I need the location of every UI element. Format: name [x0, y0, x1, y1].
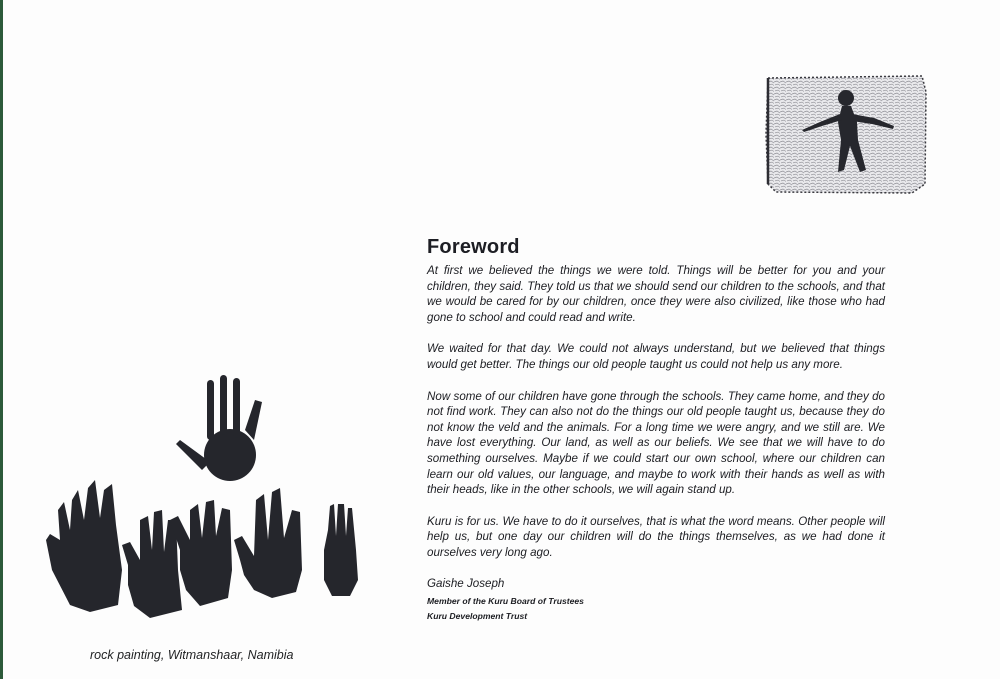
foreword-paragraph: Now some of our children have gone through the schools. They came home, and they do not find work. They can also not do the things our old people taught us, because they do not know the veld and the animals. For a long time we were angry, and we still are. We have lost everything. Our land, as well as our beliefs. We see that we will have to do something ourselves. Maybe if we could start our own school, where our children can learn our old values, our language, and maybe to work with their hands as well as with their heads, like in the other schools, we will again stand up.	[427, 389, 885, 497]
rock-painting-hands-icon	[40, 370, 370, 620]
human-figure-rock-art-icon	[762, 74, 928, 196]
foreword-section	[427, 236, 885, 626]
signature-organization: Kuru Development Trust	[427, 610, 528, 621]
page-title: Foreword	[427, 236, 520, 258]
page-edge	[0, 0, 3, 679]
foreword-paragraph: At first we believed the things we were told. Things will be better for you and your children, they said. They told us that we should send our children to the schools, and that we would be cared for by our children, once they were also civilized, like those who had gone to school and could read and write.	[427, 264, 885, 324]
foreword-paragraph: We waited for that day. We could not always understand, but we believed that things would get better. The things our old people taught us could not help us any more.	[427, 342, 885, 371]
signature-role: Member of the Kuru Board of Trustees	[427, 595, 584, 606]
foreword-paragraph: Kuru is for us. We have to do it ourselves, that is what the word means. Other people will help us, but one day our children will do the things themselves, as we had done it ourselves very long ago.	[427, 514, 885, 559]
illustration-caption: rock painting, Witmanshaar, Namibia	[90, 648, 294, 662]
signature-name: Gaishe Joseph	[427, 576, 505, 590]
